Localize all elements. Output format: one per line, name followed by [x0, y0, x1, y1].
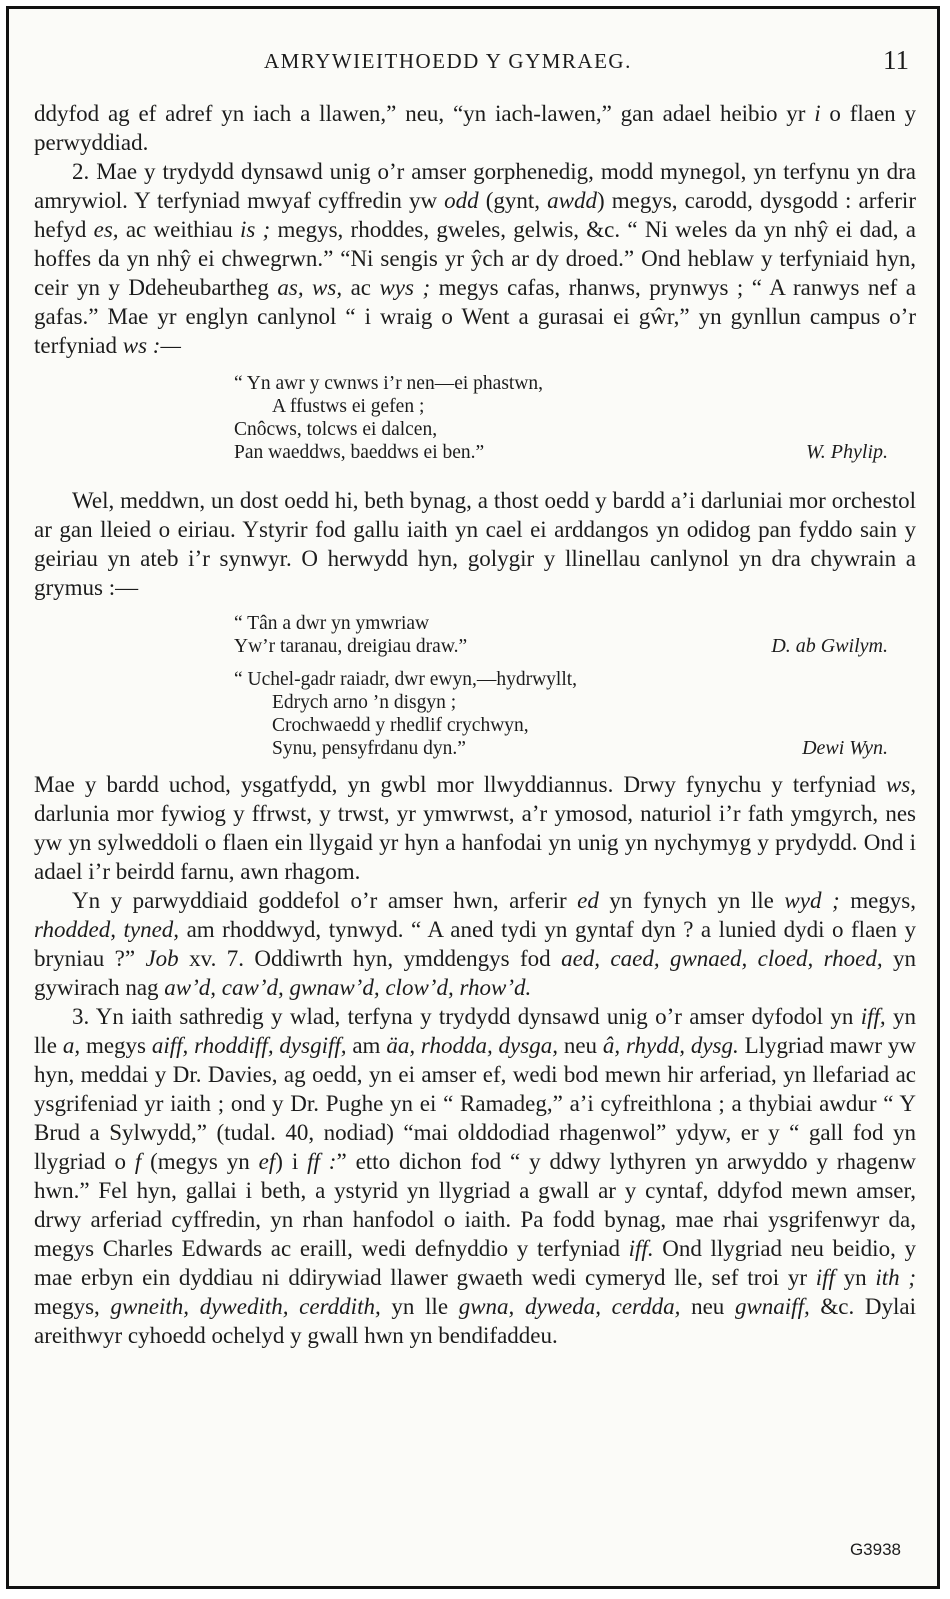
page-frame: [6, 6, 940, 1589]
page-header: [9, 45, 937, 85]
text-run: am: [346, 1033, 387, 1058]
text-run: (megys yn: [141, 1149, 259, 1174]
italic-run: as, ws,: [277, 275, 343, 300]
text-run: neu: [557, 1033, 603, 1058]
italic-run: äa, rhodda, dysga,: [386, 1033, 558, 1058]
verse-line: “ Tân a dwr yn ymwriaw: [234, 613, 430, 634]
verse-dewi-wyn: [34, 668, 916, 760]
italic-run: aiff, rhoddiff, dysgiff,: [151, 1033, 347, 1058]
paragraph-1: [34, 99, 916, 157]
italic-run: gwna, dyweda, cerdda,: [458, 1294, 681, 1319]
italic-run: wyd ;: [784, 888, 840, 913]
verse-d-ab-gwilym: [34, 612, 916, 658]
text-run: xv. 7. Oddiwrth hyn, ymddengys fod: [178, 946, 562, 971]
italic-run: gwneith, dywedith, cerddith,: [110, 1294, 381, 1319]
text-run: 3. Yn iaith sathredig y wlad, terfyna y trydydd dynsawd unig o’r amser dyfodol yn: [72, 1004, 861, 1029]
verse-line: Pan waeddws, baeddws ei ben.”: [234, 442, 485, 463]
paragraph-5: [34, 886, 916, 1002]
italic-run: iff.: [628, 1236, 654, 1261]
text-run: &c. Dylai areithwyr cyhoedd ochelyd y gwall hwn yn bendifaddeu.: [34, 1294, 916, 1348]
text-run: ” etto dichon fod “ y ddwy lythyren yn arwyddo y rhagenw hwn.” Fel hyn, gallai i beth, a ystyrid yn llygriad a gwall ar y cyntaf, ddyfod mewn amser, drwy arferiad cyffredin, yn rhan hanfodol o iaith. Pa fodd bynag, mae rhai ysgrifenwyr da, megys Charles Edwards ac eraill, wedi defnyddio y terfyniad: [34, 1149, 916, 1261]
text-run: megys, rhoddes, gweles, gelwis, &c. “ Ni weles da yn nhŷ ei dad, a hoffes da yn nhŷ ei chwegrwn.” “Ni sengis yr ŷch ar dy droed.” Ond heblaw y terfyniaid hyn, ceir yn y Ddeheubartheg: [34, 217, 917, 300]
italic-run: es,: [93, 217, 119, 242]
italic-run: â, rhydd, dysg.: [602, 1033, 739, 1058]
italic-run: ith ;: [875, 1265, 916, 1290]
verse-w-phylip: [34, 372, 916, 464]
text-run: yn lle: [380, 1294, 459, 1319]
text-run: (gynt,: [478, 188, 548, 213]
text-run: megys,: [839, 888, 916, 913]
italic-run: a,: [62, 1033, 81, 1058]
text-run: darlunia mor fywiog y ffrwst, y trwst, yr ymwrwst, a’r ymosod, naturiol i’r fath ymgyrch, nes yw yn sylweddoli o flaen ein llygaid yr hyn a hanfodai yn unig yn nychymyg y prydydd. Ond i adael i’r beirdd farnu, awn rhagom.: [34, 801, 916, 884]
body-text: [34, 99, 916, 1350]
verse-line: “ Uchel-gadr raiadr, dwr ewyn,—hydrwyllt,: [234, 669, 578, 690]
italic-run: ff :: [307, 1149, 337, 1174]
running-title: AMRYWIEITHOEDD Y GYMRAEG.: [264, 49, 632, 73]
verse-attribution: W. Phylip.: [805, 441, 888, 463]
italic-run: ws :—: [122, 333, 181, 358]
text-run: Ond llygriad neu beidio, y mae erbyn ein dyddiau ni ddirywiad llawer gwaeth wedi cymeryd lle, sef troi yr: [34, 1236, 916, 1290]
paragraph-3: Wel, meddwn, un dost oedd hi, beth bynag, a thost oedd y bardd a’i darluniai mor orchestol ar gan lleied o eiriau. Ystyrir fod gallu iaith yn cael ei arddangos yn odidog pan fyddo sain y geiriau yn ateb i’r synwyr. O herwydd hyn, golygir y llinellau canlynol yn dra chywrain a grymus :—: [34, 488, 916, 600]
verse-line: Yw’r taranau, dreigiau draw.”: [234, 636, 468, 657]
italic-run: ef: [258, 1149, 276, 1174]
italic-run: gwnaiff,: [734, 1294, 810, 1319]
verse-line: Edrych arno ’n disgyn ;: [272, 692, 457, 713]
italic-run: aed, caed, gwnaed, cloed, rhoed,: [561, 946, 883, 971]
verse-line: A ffustws ei gefen ;: [272, 396, 425, 417]
verse-line: Crochwaedd y rhedlif crychwyn,: [272, 715, 529, 736]
text-run: ddyfod ag ef adref yn iach a llawen,” neu, “yn iach-lawen,” gan adael heibio yr: [34, 101, 815, 126]
italic-run: odd: [444, 188, 479, 213]
italic-run: ws,: [885, 772, 916, 797]
paragraph-2: [34, 157, 916, 360]
text-run: ac: [342, 275, 380, 300]
text-run: Mae y bardd uchod, ysgatfydd, yn gwbl mor llwyddiannus. Drwy fynychu y terfyniad: [34, 772, 886, 797]
italic-run: iff,: [860, 1004, 886, 1029]
text-run: megys cafas, rhanws, prynwys ; “ A ranwys nef a gafas.” Mae yr englyn canlynol “ i wraig o Went a gurasai ei gŵr,” yn gynllun campus o’r terfyniad: [34, 275, 916, 358]
italic-run: f: [134, 1149, 142, 1174]
text-run: yn lle: [34, 1004, 917, 1058]
italic-run: is ;: [239, 217, 271, 242]
text-run: Llygriad mawr yw hyn, meddai y Dr. Davies, ag oedd, yn ei amser ef, wedi bod mewn hir arferiad, yn llefariad ac ysgrifeniad yr iaith ; ond y Dr. Pughe yn ei “ Ramadeg,” a’i cyfreithlona ; a thybiai awdur “ Y Brud a Sylwydd,” (tudal. 40, nodiad) “mai olddodiad rhagenwol” ydyw, er y “ gall fod yn llygriad o: [34, 1033, 916, 1174]
text-run: 2. Mae y trydydd dynsawd unig o’r amser gorphenedig, modd mynegol, yn terfynu yn dra amrywiol. Y terfyniad mwyaf cyffredin yw: [34, 159, 916, 213]
italic-run: ed: [577, 888, 599, 913]
italic-run: iff: [815, 1265, 835, 1290]
text-run: megys: [80, 1033, 152, 1058]
verse-line: “ Yn awr y cwnws i’r nen—ei phastwn,: [234, 373, 544, 394]
text-run: yn gywirach nag: [34, 946, 917, 1000]
text-run: am rhoddwyd, tynwyd. “ A aned tydi yn gyntaf dyn ? a lunied dydi o flaen y bryniau ?”: [34, 917, 916, 971]
italic-run: wys ;: [379, 275, 431, 300]
italic-run: aw’d, caw’d, gwnaw’d, clow’d, rhow’d.: [164, 975, 532, 1000]
catalogue-code: G3938: [849, 1540, 901, 1559]
text-run: yn: [834, 1265, 876, 1290]
verse-attribution: Dewi Wyn.: [802, 737, 888, 759]
text-run: ac weithiau: [118, 217, 240, 242]
italic-run: i: [814, 101, 821, 126]
italic-run: rhodded, tyned,: [34, 917, 180, 942]
text-run: neu: [680, 1294, 735, 1319]
paragraph-4: [34, 770, 916, 886]
verse-attribution: D. ab Gwilym.: [771, 635, 888, 657]
text-run: ) i: [275, 1149, 308, 1174]
italic-run: Job: [145, 946, 179, 971]
text-run: megys,: [34, 1294, 111, 1319]
page-number: 11: [883, 45, 909, 75]
italic-run: awdd: [547, 188, 597, 213]
verse-line: Synu, pensyfrdanu dyn.”: [272, 738, 466, 759]
text-run: o flaen y perwyddiad.: [34, 101, 916, 155]
text-run: ) megys, carodd, dysgodd : arferir hefyd: [34, 188, 916, 242]
verse-line: Cnôcws, tolcws ei dalcen,: [234, 419, 438, 440]
text-run: Yn y parwyddiaid goddefol o’r amser hwn, arferir: [72, 888, 578, 913]
text-run: yn fynych yn lle: [598, 888, 785, 913]
paragraph-6: [34, 1002, 916, 1350]
